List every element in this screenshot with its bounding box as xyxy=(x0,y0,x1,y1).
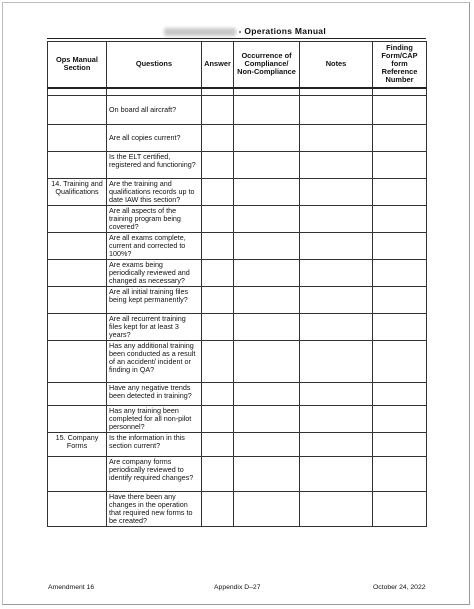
reference-cell xyxy=(373,341,427,383)
answer-cell xyxy=(202,406,234,433)
section-cell xyxy=(48,383,107,406)
section-cell: 15. Company Forms xyxy=(48,433,107,457)
table-row xyxy=(48,406,427,433)
question-cell: Are all recurrent training files kept for at least 3 years? xyxy=(107,314,202,341)
question-cell: Are all copies current? xyxy=(107,125,202,152)
answer-cell xyxy=(202,96,234,125)
question-cell: Has any additional training been conducted as a result of an accident/ incident or finding in QA? xyxy=(107,341,202,383)
reference-cell xyxy=(373,233,427,260)
notes-cell xyxy=(300,287,373,314)
notes-cell xyxy=(300,152,373,179)
reference-cell xyxy=(373,383,427,406)
reference-cell xyxy=(373,287,427,314)
occurrence-cell xyxy=(234,341,300,383)
notes-cell xyxy=(300,233,373,260)
table-row xyxy=(48,433,427,457)
occurrence-cell xyxy=(234,492,300,527)
table-row xyxy=(48,125,427,152)
answer-cell xyxy=(202,125,234,152)
answer-cell xyxy=(202,206,234,233)
reference-cell xyxy=(373,406,427,433)
occurrence-cell xyxy=(234,152,300,179)
notes-cell xyxy=(300,206,373,233)
question-cell: Are the training and qualifications records up to date IAW this section? xyxy=(107,179,202,206)
notes-cell xyxy=(300,383,373,406)
answer-cell xyxy=(202,152,234,179)
occurrence-cell xyxy=(234,88,300,96)
table-row xyxy=(48,457,427,492)
col-header-reference: Finding Form/CAP form Reference Number xyxy=(373,42,427,88)
table-row xyxy=(48,260,427,287)
answer-cell xyxy=(202,492,234,527)
section-cell xyxy=(48,341,107,383)
notes-cell xyxy=(300,96,373,125)
page-header xyxy=(47,25,426,39)
table-row xyxy=(48,179,427,206)
question-cell: Has any training been completed for all non-pilot personnel? xyxy=(107,406,202,433)
col-header-questions: Questions xyxy=(107,42,202,88)
occurrence-cell xyxy=(234,433,300,457)
table-row xyxy=(48,206,427,233)
table-row xyxy=(48,96,427,125)
occurrence-cell xyxy=(234,96,300,125)
footer-date: October 24, 2022 xyxy=(373,584,426,591)
col-header-notes: Notes xyxy=(300,42,373,88)
answer-cell xyxy=(202,260,234,287)
table-header-row xyxy=(48,42,427,88)
notes-cell xyxy=(300,341,373,383)
occurrence-cell xyxy=(234,287,300,314)
occurrence-cell xyxy=(234,260,300,287)
reference-cell xyxy=(373,457,427,492)
section-cell xyxy=(48,206,107,233)
footer-amendment: Amendment 16 xyxy=(48,584,95,591)
redacted-company-name xyxy=(164,28,236,36)
reference-cell xyxy=(373,492,427,527)
footer-page-number: Appendix D–27 xyxy=(214,584,261,591)
answer-cell xyxy=(202,314,234,341)
notes-cell xyxy=(300,179,373,206)
checklist-table xyxy=(47,41,427,527)
table-row xyxy=(48,314,427,341)
section-cell: 14. Training and Qualifications xyxy=(48,179,107,206)
answer-cell xyxy=(202,341,234,383)
notes-cell xyxy=(300,433,373,457)
occurrence-cell xyxy=(234,125,300,152)
reference-cell xyxy=(373,179,427,206)
question-cell: Is the information in this section current? xyxy=(107,433,202,457)
table-row xyxy=(48,152,427,179)
table-row xyxy=(48,88,427,96)
section-cell xyxy=(48,314,107,341)
header-rule xyxy=(47,38,426,39)
answer-cell xyxy=(202,88,234,96)
notes-cell xyxy=(300,260,373,287)
question-cell: Is the ELT certified, registered and functioning? xyxy=(107,152,202,179)
notes-cell xyxy=(300,88,373,96)
reference-cell xyxy=(373,152,427,179)
answer-cell xyxy=(202,383,234,406)
answer-cell xyxy=(202,233,234,260)
table-row xyxy=(48,341,427,383)
col-header-section: Ops Manual Section xyxy=(48,42,107,88)
notes-cell xyxy=(300,406,373,433)
question-cell: Are all aspects of the training program being covered? xyxy=(107,206,202,233)
section-cell xyxy=(48,152,107,179)
header-title xyxy=(164,26,326,36)
section-cell xyxy=(48,88,107,96)
occurrence-cell xyxy=(234,314,300,341)
reference-cell xyxy=(373,96,427,125)
section-cell xyxy=(48,457,107,492)
notes-cell xyxy=(300,125,373,152)
table-row xyxy=(48,383,427,406)
occurrence-cell xyxy=(234,179,300,206)
answer-cell xyxy=(202,457,234,492)
answer-cell xyxy=(202,179,234,206)
section-cell xyxy=(48,287,107,314)
reference-cell xyxy=(373,260,427,287)
reference-cell xyxy=(373,433,427,457)
occurrence-cell xyxy=(234,383,300,406)
question-cell: Have there been any changes in the operation that required new forms to be created? xyxy=(107,492,202,527)
question-cell: Are company forms periodically reviewed to identify required changes? xyxy=(107,457,202,492)
question-cell xyxy=(107,88,202,96)
section-cell xyxy=(48,125,107,152)
notes-cell xyxy=(300,457,373,492)
answer-cell xyxy=(202,287,234,314)
header-title-text: - Operations Manual xyxy=(238,26,326,36)
table-row xyxy=(48,233,427,260)
answer-cell xyxy=(202,433,234,457)
question-cell: Are exams being periodically reviewed and changed as necessary? xyxy=(107,260,202,287)
occurrence-cell xyxy=(234,406,300,433)
notes-cell xyxy=(300,492,373,527)
section-cell xyxy=(48,96,107,125)
section-cell xyxy=(48,233,107,260)
question-cell: Are all exams complete, current and corrected to 100%? xyxy=(107,233,202,260)
reference-cell xyxy=(373,314,427,341)
reference-cell xyxy=(373,125,427,152)
section-cell xyxy=(48,492,107,527)
col-header-answer: Answer xyxy=(202,42,234,88)
table-row xyxy=(48,492,427,527)
col-header-occurrence: Occurrence of Compliance/ Non-Compliance xyxy=(234,42,300,88)
section-cell xyxy=(48,406,107,433)
occurrence-cell xyxy=(234,206,300,233)
notes-cell xyxy=(300,314,373,341)
reference-cell xyxy=(373,206,427,233)
question-cell: On board all aircraft? xyxy=(107,96,202,125)
section-cell xyxy=(48,260,107,287)
table-row xyxy=(48,287,427,314)
occurrence-cell xyxy=(234,457,300,492)
question-cell: Are all initial training files being kept permanently? xyxy=(107,287,202,314)
occurrence-cell xyxy=(234,233,300,260)
question-cell: Have any negative trends been detected in training? xyxy=(107,383,202,406)
reference-cell xyxy=(373,88,427,96)
